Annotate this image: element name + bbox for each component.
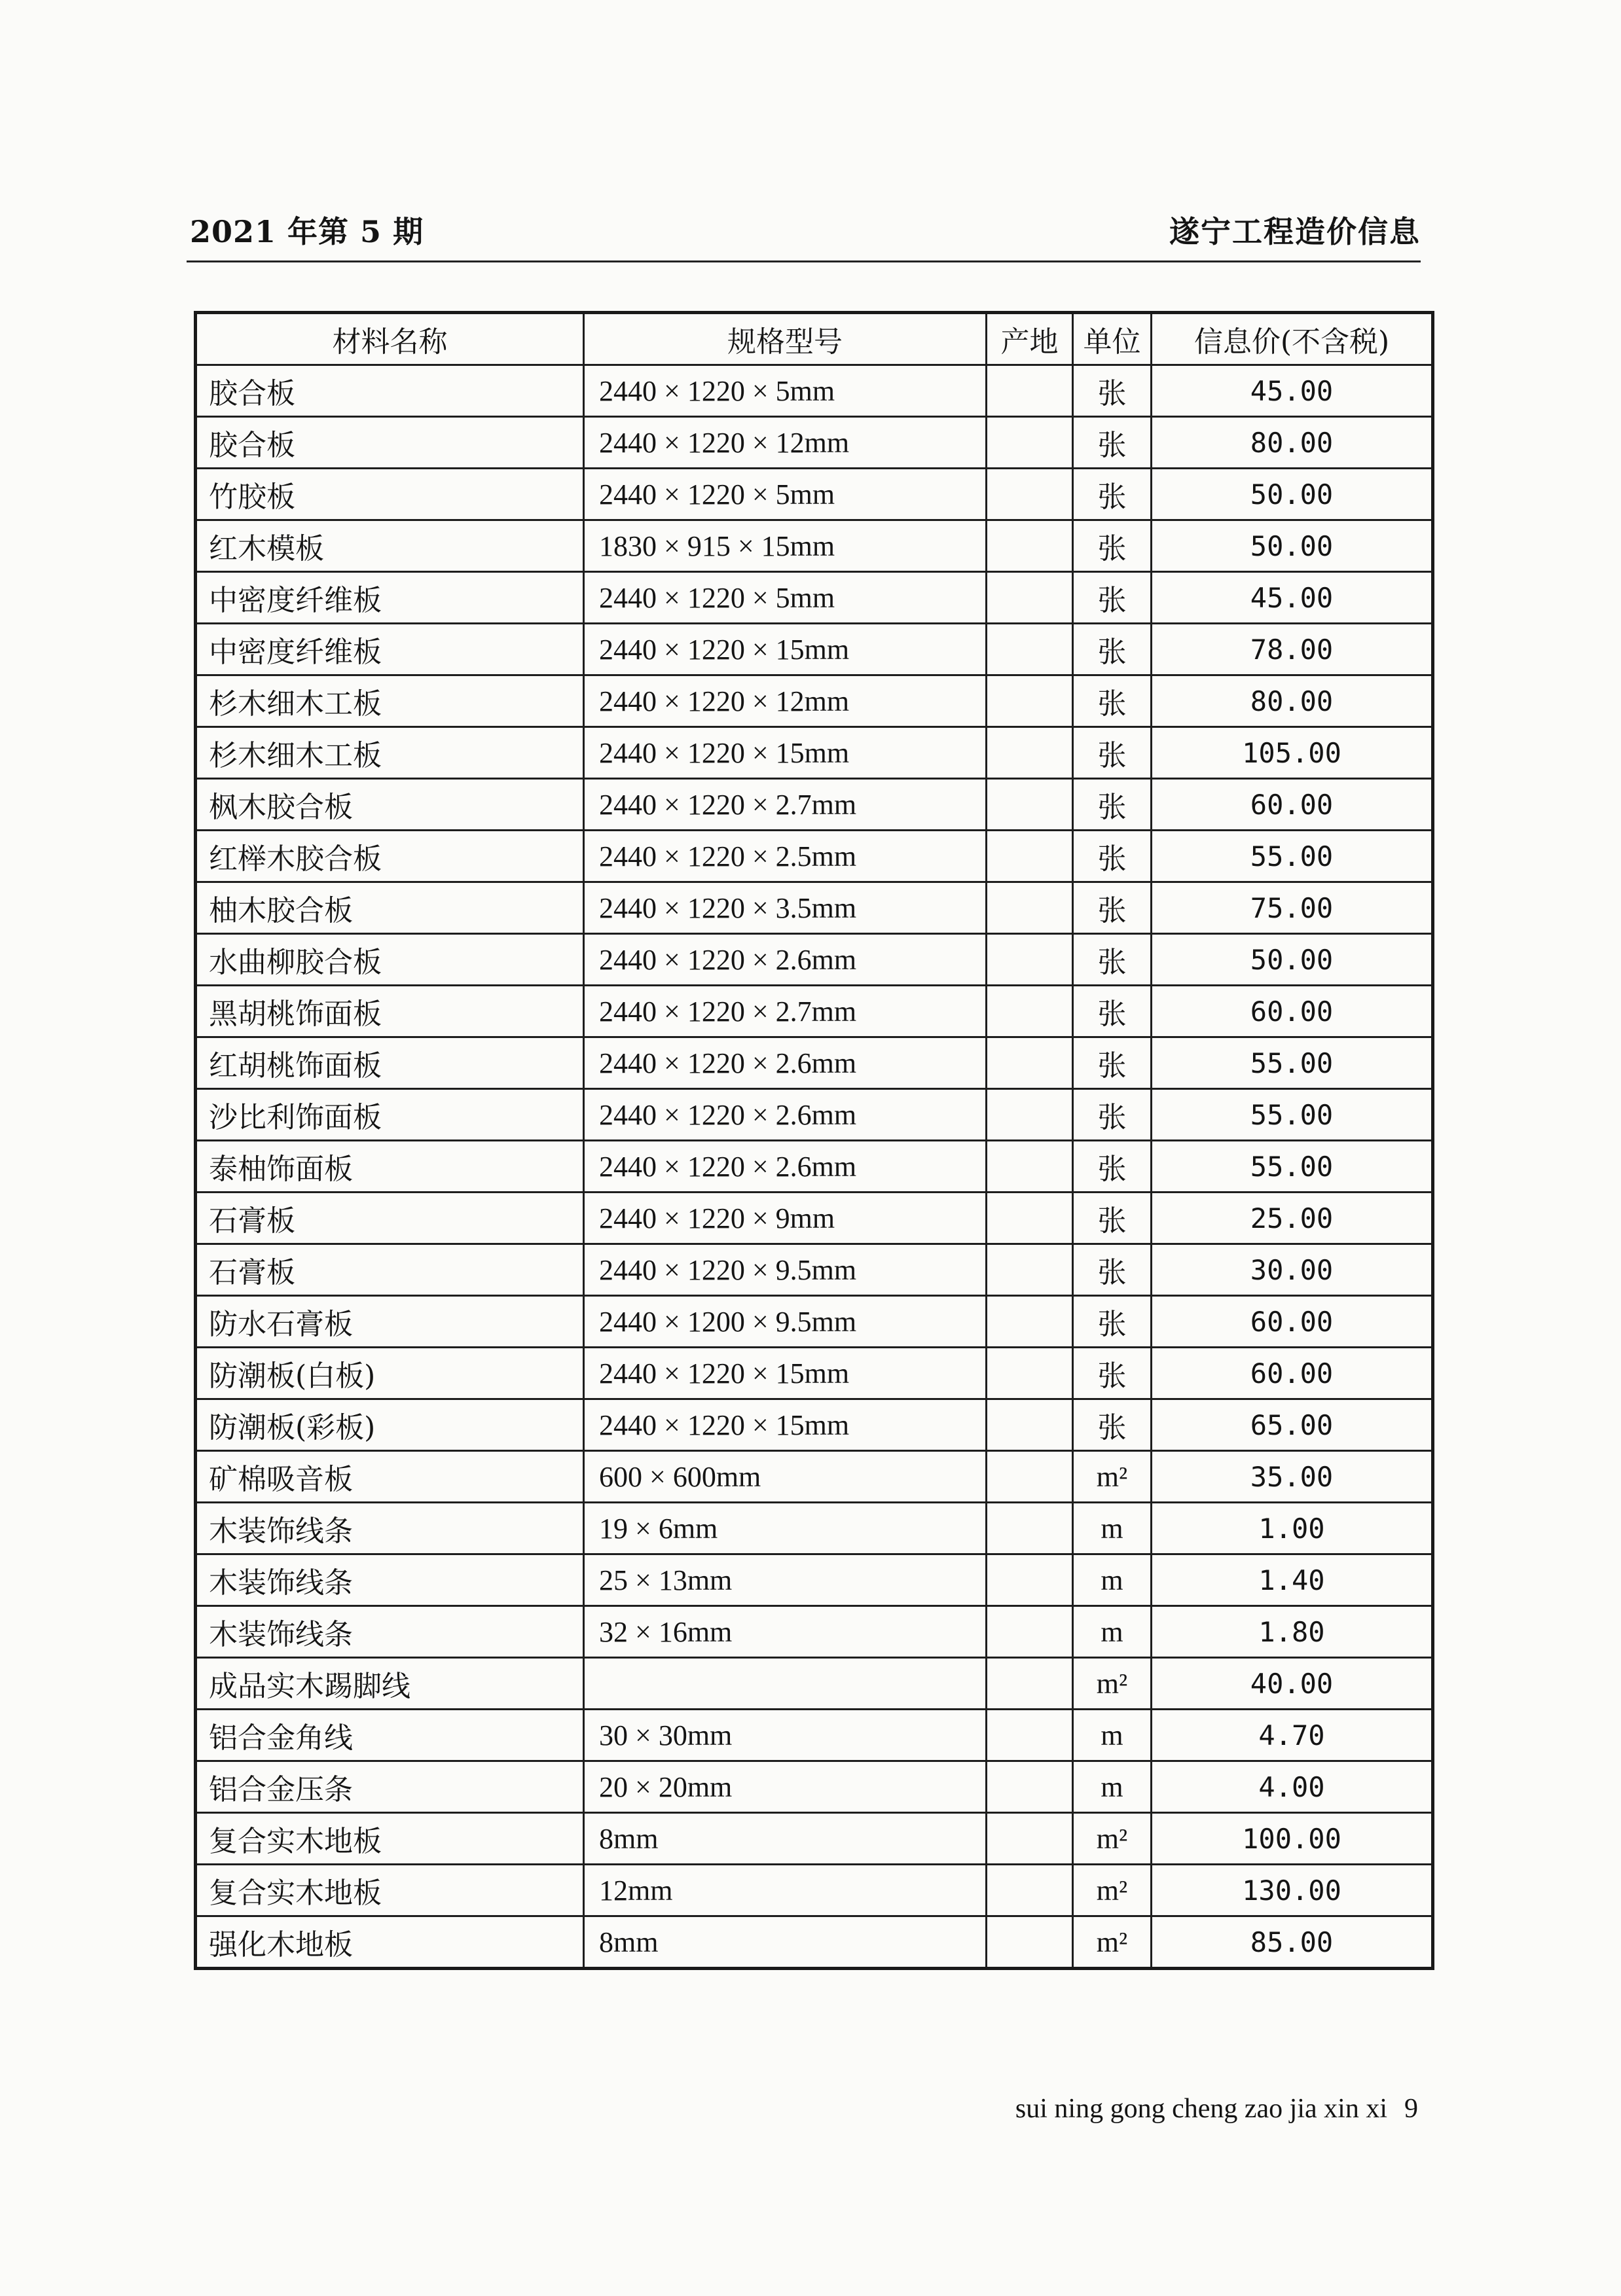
cell-spec: 30 × 30mm xyxy=(584,1710,987,1761)
cell-unit: 张 xyxy=(1073,520,1152,572)
column-header-price: 信息价(不含税) xyxy=(1152,313,1433,365)
cell-spec: 1830 × 915 × 15mm xyxy=(584,520,987,572)
cell-spec: 2440 × 1220 × 2.6mm xyxy=(584,934,987,986)
cell-name: 泰柚饰面板 xyxy=(196,1141,584,1193)
cell-name: 杉木细木工板 xyxy=(196,675,584,727)
cell-spec: 2440 × 1220 × 15mm xyxy=(584,624,987,675)
cell-price: 55.00 xyxy=(1152,1089,1433,1141)
table-row xyxy=(196,1399,1433,1451)
cell-price: 130.00 xyxy=(1152,1865,1433,1916)
cell-price: 55.00 xyxy=(1152,1141,1433,1193)
column-header-unit: 单位 xyxy=(1073,313,1152,365)
issue-label: 2021 年第 5 期 xyxy=(190,214,424,249)
table-header-row xyxy=(196,313,1433,365)
table-row xyxy=(196,1658,1433,1710)
cell-price: 55.00 xyxy=(1152,831,1433,882)
table-row xyxy=(196,1606,1433,1658)
cell-name: 防潮板(白板) xyxy=(196,1348,584,1399)
cell-unit: 张 xyxy=(1073,1037,1152,1089)
cell-price: 4.00 xyxy=(1152,1761,1433,1813)
table-row xyxy=(196,986,1433,1037)
table-row xyxy=(196,1761,1433,1813)
cell-price: 80.00 xyxy=(1152,675,1433,727)
cell-name: 铝合金角线 xyxy=(196,1710,584,1761)
column-header-origin: 产地 xyxy=(987,313,1073,365)
cell-price: 75.00 xyxy=(1152,882,1433,934)
cell-price: 1.40 xyxy=(1152,1554,1433,1606)
cell-origin xyxy=(987,1554,1073,1606)
table-row xyxy=(196,1296,1433,1348)
table-row xyxy=(196,1710,1433,1761)
table-row xyxy=(196,1554,1433,1606)
cell-price: 65.00 xyxy=(1152,1399,1433,1451)
cell-unit: 张 xyxy=(1073,675,1152,727)
cell-name: 胶合板 xyxy=(196,417,584,469)
cell-unit: m xyxy=(1073,1710,1152,1761)
cell-origin xyxy=(987,624,1073,675)
table-row xyxy=(196,572,1433,624)
cell-spec: 2440 × 1220 × 9mm xyxy=(584,1193,987,1244)
table-row xyxy=(196,469,1433,520)
cell-name: 黑胡桃饰面板 xyxy=(196,986,584,1037)
cell-name: 铝合金压条 xyxy=(196,1761,584,1813)
table-row xyxy=(196,934,1433,986)
cell-origin xyxy=(987,1813,1073,1865)
cell-spec: 12mm xyxy=(584,1865,987,1916)
cell-origin xyxy=(987,934,1073,986)
cell-origin xyxy=(987,1710,1073,1761)
cell-origin xyxy=(987,572,1073,624)
table-row xyxy=(196,520,1433,572)
cell-spec: 25 × 13mm xyxy=(584,1554,987,1606)
cell-spec: 2440 × 1220 × 5mm xyxy=(584,572,987,624)
cell-origin xyxy=(987,469,1073,520)
table-row xyxy=(196,1916,1433,1969)
cell-name: 沙比利饰面板 xyxy=(196,1089,584,1141)
cell-spec: 2440 × 1220 × 2.7mm xyxy=(584,986,987,1037)
cell-origin xyxy=(987,1503,1073,1554)
cell-unit: m xyxy=(1073,1503,1152,1554)
cell-origin xyxy=(987,1244,1073,1296)
cell-spec: 8mm xyxy=(584,1916,987,1969)
table-body xyxy=(196,365,1433,1969)
cell-origin xyxy=(987,1296,1073,1348)
cell-spec: 20 × 20mm xyxy=(584,1761,987,1813)
cell-price: 35.00 xyxy=(1152,1451,1433,1503)
cell-origin xyxy=(987,831,1073,882)
cell-price: 55.00 xyxy=(1152,1037,1433,1089)
footer-pinyin: sui ning gong cheng zao jia xin xi xyxy=(1015,2094,1387,2124)
cell-spec: 32 × 16mm xyxy=(584,1606,987,1658)
cell-unit: 张 xyxy=(1073,986,1152,1037)
cell-unit: m xyxy=(1073,1761,1152,1813)
cell-origin xyxy=(987,1399,1073,1451)
cell-unit: 张 xyxy=(1073,1193,1152,1244)
cell-origin xyxy=(987,1141,1073,1193)
material-price-table xyxy=(194,311,1434,1970)
publication-title: 遂宁工程造价信息 xyxy=(1169,214,1421,249)
cell-spec: 2440 × 1220 × 12mm xyxy=(584,675,987,727)
cell-name: 中密度纤维板 xyxy=(196,572,584,624)
cell-spec: 2440 × 1220 × 9.5mm xyxy=(584,1244,987,1296)
cell-origin xyxy=(987,1865,1073,1916)
cell-origin xyxy=(987,520,1073,572)
cell-spec: 2440 × 1220 × 15mm xyxy=(584,727,987,779)
cell-unit: 张 xyxy=(1073,934,1152,986)
cell-unit: 张 xyxy=(1073,1296,1152,1348)
cell-origin xyxy=(987,675,1073,727)
cell-spec: 2440 × 1220 × 12mm xyxy=(584,417,987,469)
cell-price: 25.00 xyxy=(1152,1193,1433,1244)
cell-name: 石膏板 xyxy=(196,1193,584,1244)
cell-unit: 张 xyxy=(1073,1348,1152,1399)
cell-name: 柚木胶合板 xyxy=(196,882,584,934)
cell-unit: 张 xyxy=(1073,365,1152,417)
cell-spec: 2440 × 1220 × 5mm xyxy=(584,469,987,520)
cell-unit: 张 xyxy=(1073,831,1152,882)
cell-origin xyxy=(987,727,1073,779)
cell-price: 40.00 xyxy=(1152,1658,1433,1710)
cell-price: 60.00 xyxy=(1152,1296,1433,1348)
cell-unit: m xyxy=(1073,1554,1152,1606)
cell-name: 木装饰线条 xyxy=(196,1554,584,1606)
cell-name: 杉木细木工板 xyxy=(196,727,584,779)
table-row xyxy=(196,417,1433,469)
table-row xyxy=(196,1037,1433,1089)
cell-spec: 2440 × 1220 × 2.6mm xyxy=(584,1141,987,1193)
table-row xyxy=(196,727,1433,779)
table-row xyxy=(196,1193,1433,1244)
table-row xyxy=(196,624,1433,675)
cell-origin xyxy=(987,1761,1073,1813)
cell-name: 中密度纤维板 xyxy=(196,624,584,675)
cell-price: 1.00 xyxy=(1152,1503,1433,1554)
table-row xyxy=(196,1865,1433,1916)
cell-unit: 张 xyxy=(1073,727,1152,779)
cell-price: 100.00 xyxy=(1152,1813,1433,1865)
cell-unit: m² xyxy=(1073,1813,1152,1865)
cell-unit: m xyxy=(1073,1606,1152,1658)
cell-price: 78.00 xyxy=(1152,624,1433,675)
cell-name: 红胡桃饰面板 xyxy=(196,1037,584,1089)
cell-spec xyxy=(584,1658,987,1710)
table-row xyxy=(196,1141,1433,1193)
cell-unit: m² xyxy=(1073,1451,1152,1503)
cell-spec: 2440 × 1220 × 2.6mm xyxy=(584,1089,987,1141)
cell-origin xyxy=(987,779,1073,831)
cell-price: 50.00 xyxy=(1152,520,1433,572)
cell-origin xyxy=(987,417,1073,469)
cell-name: 成品实木踢脚线 xyxy=(196,1658,584,1710)
cell-spec: 2440 × 1220 × 2.6mm xyxy=(584,1037,987,1089)
cell-unit: 张 xyxy=(1073,469,1152,520)
cell-spec: 2440 × 1220 × 2.7mm xyxy=(584,779,987,831)
cell-unit: 张 xyxy=(1073,1089,1152,1141)
table-row xyxy=(196,1503,1433,1554)
cell-name: 红木模板 xyxy=(196,520,584,572)
cell-price: 60.00 xyxy=(1152,1348,1433,1399)
cell-origin xyxy=(987,1916,1073,1969)
cell-name: 复合实木地板 xyxy=(196,1865,584,1916)
cell-origin xyxy=(987,1658,1073,1710)
cell-price: 4.70 xyxy=(1152,1710,1433,1761)
cell-spec: 2440 × 1220 × 15mm xyxy=(584,1348,987,1399)
cell-name: 竹胶板 xyxy=(196,469,584,520)
table-row xyxy=(196,779,1433,831)
cell-unit: 张 xyxy=(1073,624,1152,675)
cell-name: 水曲柳胶合板 xyxy=(196,934,584,986)
table-row xyxy=(196,882,1433,934)
cell-price: 105.00 xyxy=(1152,727,1433,779)
column-header-name: 材料名称 xyxy=(196,313,584,365)
cell-name: 强化木地板 xyxy=(196,1916,584,1969)
cell-unit: 张 xyxy=(1073,882,1152,934)
cell-unit: m² xyxy=(1073,1658,1152,1710)
cell-spec: 2440 × 1220 × 5mm xyxy=(584,365,987,417)
cell-origin xyxy=(987,882,1073,934)
header-divider xyxy=(187,260,1421,262)
cell-unit: 张 xyxy=(1073,779,1152,831)
cell-spec: 2440 × 1220 × 15mm xyxy=(584,1399,987,1451)
cell-price: 80.00 xyxy=(1152,417,1433,469)
cell-spec: 2440 × 1200 × 9.5mm xyxy=(584,1296,987,1348)
cell-origin xyxy=(987,986,1073,1037)
cell-name: 枫木胶合板 xyxy=(196,779,584,831)
cell-spec: 8mm xyxy=(584,1813,987,1865)
cell-name: 木装饰线条 xyxy=(196,1606,584,1658)
cell-name: 矿棉吸音板 xyxy=(196,1451,584,1503)
cell-unit: 张 xyxy=(1073,1399,1152,1451)
cell-origin xyxy=(987,365,1073,417)
cell-unit: m² xyxy=(1073,1865,1152,1916)
table-row xyxy=(196,1348,1433,1399)
cell-name: 防水石膏板 xyxy=(196,1296,584,1348)
page-footer xyxy=(1015,2093,1418,2125)
cell-unit: 张 xyxy=(1073,572,1152,624)
table-row xyxy=(196,831,1433,882)
cell-spec: 600 × 600mm xyxy=(584,1451,987,1503)
cell-name: 防潮板(彩板) xyxy=(196,1399,584,1451)
column-header-spec: 规格型号 xyxy=(584,313,987,365)
cell-origin xyxy=(987,1451,1073,1503)
cell-price: 50.00 xyxy=(1152,469,1433,520)
cell-name: 红榉木胶合板 xyxy=(196,831,584,882)
cell-price: 60.00 xyxy=(1152,986,1433,1037)
cell-price: 1.80 xyxy=(1152,1606,1433,1658)
cell-origin xyxy=(987,1089,1073,1141)
cell-unit: 张 xyxy=(1073,1244,1152,1296)
cell-price: 50.00 xyxy=(1152,934,1433,986)
cell-price: 85.00 xyxy=(1152,1916,1433,1969)
cell-spec: 2440 × 1220 × 2.5mm xyxy=(584,831,987,882)
cell-unit: 张 xyxy=(1073,417,1152,469)
cell-name: 胶合板 xyxy=(196,365,584,417)
cell-origin xyxy=(987,1037,1073,1089)
cell-unit: 张 xyxy=(1073,1141,1152,1193)
page-number: 9 xyxy=(1404,2094,1418,2124)
cell-name: 木装饰线条 xyxy=(196,1503,584,1554)
cell-price: 30.00 xyxy=(1152,1244,1433,1296)
table-row xyxy=(196,675,1433,727)
cell-origin xyxy=(987,1606,1073,1658)
cell-unit: m² xyxy=(1073,1916,1152,1969)
table-row xyxy=(196,365,1433,417)
cell-spec: 2440 × 1220 × 3.5mm xyxy=(584,882,987,934)
cell-spec: 19 × 6mm xyxy=(584,1503,987,1554)
table-row xyxy=(196,1089,1433,1141)
cell-price: 60.00 xyxy=(1152,779,1433,831)
cell-price: 45.00 xyxy=(1152,572,1433,624)
cell-price: 45.00 xyxy=(1152,365,1433,417)
table-row xyxy=(196,1451,1433,1503)
cell-origin xyxy=(987,1348,1073,1399)
cell-origin xyxy=(987,1193,1073,1244)
table-row xyxy=(196,1813,1433,1865)
cell-name: 复合实木地板 xyxy=(196,1813,584,1865)
cell-name: 石膏板 xyxy=(196,1244,584,1296)
table-row xyxy=(196,1244,1433,1296)
